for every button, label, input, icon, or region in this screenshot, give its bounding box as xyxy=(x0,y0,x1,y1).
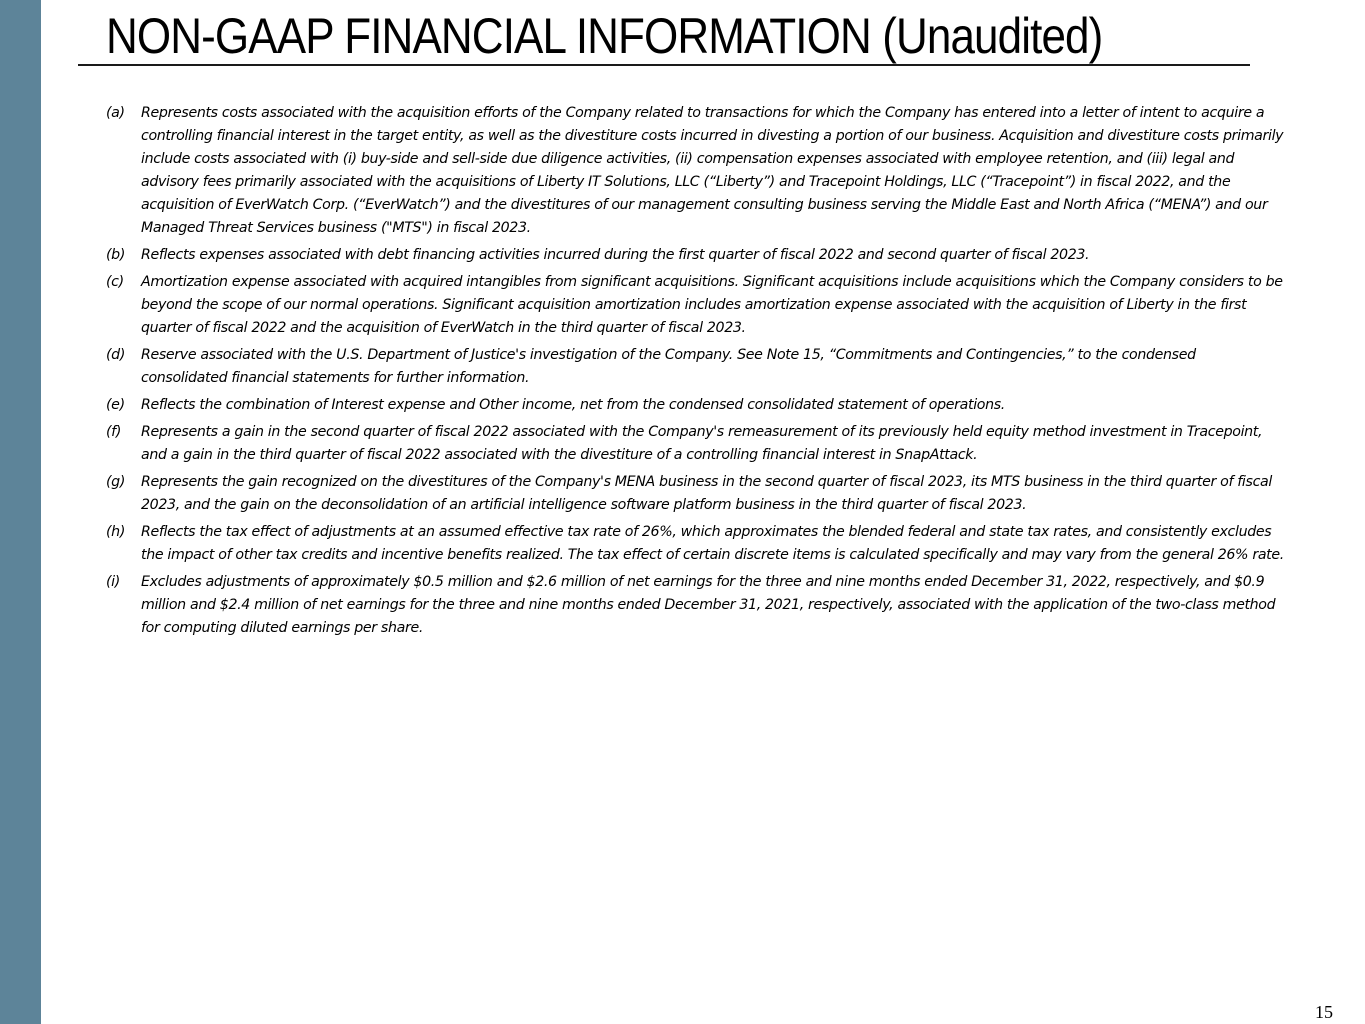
footnote-label: (c) xyxy=(106,274,124,290)
footnote-i xyxy=(106,571,1286,640)
footnote-a xyxy=(106,102,1286,240)
footnote-text: Reflects the combination of Interest expense and Other income, net from the condensed consolidated statement of operations. xyxy=(141,397,1005,413)
side-accent-bar xyxy=(0,0,41,1024)
footnote-text: Represents the gain recognized on the divestitures of the Company's MENA business in the second quarter of fiscal 2023, its MTS business in the third quarter of fiscal 2023, and the gain on the deconsolidation of an artificial intelligence software platform business in the third quarter of fiscal 2023. xyxy=(141,474,1272,513)
footnote-label: (d) xyxy=(106,347,126,363)
footnote-label: (e) xyxy=(106,397,125,413)
footnote-text: Reserve associated with the U.S. Department of Justice's investigation of the Company. See Note 15, “Commitments and Contingencies,” to the condensed consolidated financial statements for further information. xyxy=(141,347,1196,386)
title-divider xyxy=(78,64,1250,66)
footnote-e xyxy=(106,394,1286,417)
footnote-label: (i) xyxy=(106,574,120,590)
footnote-g xyxy=(106,471,1286,517)
footnote-f xyxy=(106,421,1286,467)
page-title: NON-GAAP FINANCIAL INFORMATION (Unaudited) xyxy=(106,8,1103,64)
footnote-text: Represents costs associated with the acquisition efforts of the Company related to transactions for which the Company has entered into a letter of intent to acquire a controlling financial interest in the target entity, as well as the divestiture costs incurred in divesting a portion of our business. Acquisition and divestiture costs primarily include costs associated with (i) buy-side and sell-side due diligence activities, (ii) compensation expenses associated with employee retention, and (iii) legal and advisory fees primarily associated with the acquisitions of Liberty IT Solutions, LLC (“Liberty”) and Tracepoint Holdings, LLC (“Tracepoint”) in fiscal 2022, and the acquisition of EverWatch Corp. (“EverWatch”) and the divestitures of our management consulting business serving the Middle East and North Africa (“MENA”) and our Managed Threat Services business ("MTS") in fiscal 2023. xyxy=(141,105,1284,236)
footnote-text: Excludes adjustments of approximately $0.5 million and $2.6 million of net earnings for the three and nine months ended December 31, 2022, respectively, and $0.9 million and $2.4 million of net earnings for the three and nine months ended December 31, 2021, respectively, associated with the application of the two-class method for computing diluted earnings per share. xyxy=(141,574,1276,636)
footnote-text: Amortization expense associated with acquired intangibles from significant acquisitions. Significant acquisitions include acquisitions which the Company considers to be beyond the scope of our normal operations. Significant acquisition amortization includes amortization expense associated with the acquisition of Liberty in the first quarter of fiscal 2022 and the acquisition of EverWatch in the third quarter of fiscal 2023. xyxy=(141,274,1283,336)
footnote-h xyxy=(106,521,1286,567)
footnote-b xyxy=(106,244,1286,267)
footnotes-list xyxy=(106,102,1286,644)
footnote-label: (g) xyxy=(106,474,126,490)
footnote-label: (a) xyxy=(106,105,125,121)
footnote-label: (f) xyxy=(106,424,122,440)
footnote-label: (b) xyxy=(106,247,126,263)
footnote-d xyxy=(106,344,1286,390)
footnote-label: (h) xyxy=(106,524,126,540)
page-number: 15 xyxy=(1315,1002,1333,1022)
footnote-text: Represents a gain in the second quarter of fiscal 2022 associated with the Company's remeasurement of its previously held equity method investment in Tracepoint, and a gain in the third quarter of fiscal 2022 associated with the divestiture of a controlling financial interest in SnapAttack. xyxy=(141,424,1263,463)
footnote-text: Reflects expenses associated with debt financing activities incurred during the first quarter of fiscal 2022 and second quarter of fiscal 2023. xyxy=(141,247,1090,263)
footnote-text: Reflects the tax effect of adjustments at an assumed effective tax rate of 26%, which approximates the blended federal and state tax rates, and consistently excludes the impact of other tax credits and incentive benefits realized. The tax effect of certain discrete items is calculated specifically and may vary from the general 26% rate. xyxy=(141,524,1284,563)
footnote-c xyxy=(106,271,1286,340)
